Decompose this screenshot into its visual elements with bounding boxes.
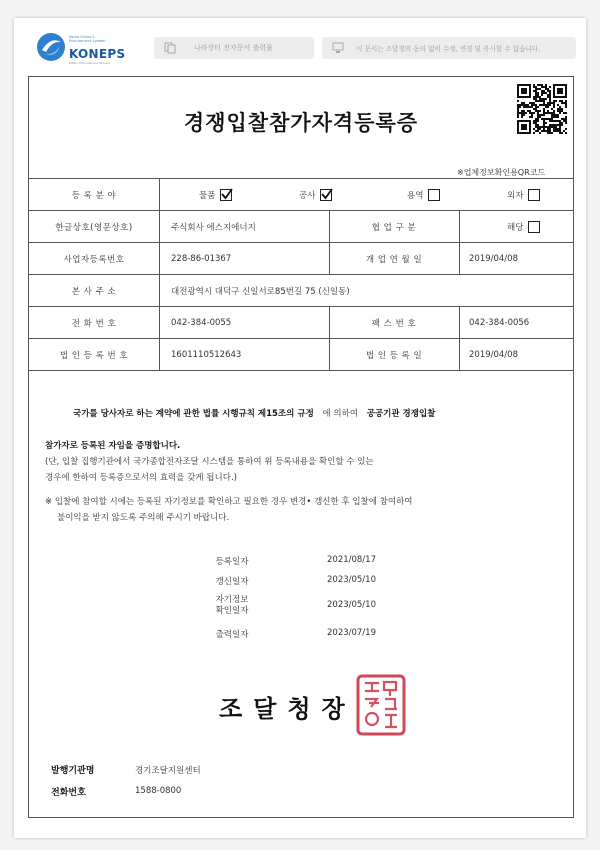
- koneps-emblem-icon: [36, 32, 66, 62]
- value-corp-number: 1601110512643: [171, 350, 242, 360]
- print-notice-bar: [154, 37, 314, 59]
- date-value-renewed: 2023/05/10: [327, 575, 376, 585]
- date-label-renewed: 갱신일자: [215, 577, 249, 587]
- option-foreign: [507, 179, 540, 211]
- header-strip: [14, 18, 586, 74]
- value-address: 대전광역시 대덕구 신일서로85번길 75 (신일동): [171, 287, 350, 297]
- option-cooperation-label: 해당: [507, 223, 524, 233]
- value-business-number: 228-86-01367: [171, 254, 232, 264]
- certify-part-2: 공공기관 경쟁입찰: [366, 409, 436, 419]
- official-seal: [355, 673, 407, 737]
- issuer-label: 발행기관명: [51, 766, 95, 776]
- label-fax: 팩 스 번 호: [371, 319, 417, 329]
- certify-line-2: 참가자로 등록된 자임을 증명합니다.: [45, 441, 181, 451]
- checkmark-icon: [320, 187, 334, 201]
- label-business-number: 사업자등록번호: [63, 255, 125, 265]
- qr-label: ※업체정보확인용QR코드: [457, 168, 546, 177]
- logo-sub: Public Procurement Service: [69, 61, 111, 65]
- date-value-self-check: 2023/05/10: [327, 600, 376, 610]
- print-notice-text: 나라장터 전자문서 출력물: [194, 44, 273, 52]
- date-label-self-check-1: 자기정보: [215, 595, 249, 605]
- date-label-printed: 출력일자: [215, 630, 249, 640]
- issuer-phone-label: 전화번호: [51, 788, 86, 798]
- option-service: [407, 179, 440, 211]
- issuer-value: 경기조달지원센터: [135, 766, 201, 776]
- date-label-registered: 등록일자: [215, 557, 249, 567]
- label-opening-date: 개 업 연 월 일: [365, 255, 423, 265]
- service-checkbox[interactable]: [428, 189, 440, 201]
- option-construction-label: 공사: [299, 191, 316, 201]
- certify-part-1: 국가를 당사자로 하는 계약에 관한 법률 시행규칙 제15조의 규정: [73, 409, 314, 419]
- row-phone: [29, 306, 573, 339]
- certify-connector: 에 의하여: [322, 409, 359, 419]
- logo-small-text: Korea Online E-Procurement System: [69, 35, 106, 43]
- value-corp-date: 2019/04/08: [469, 350, 518, 360]
- row-corp-number: [29, 338, 573, 371]
- monitor-icon: [332, 42, 344, 54]
- construction-checkbox[interactable]: [320, 189, 332, 201]
- value-opening-date: 2019/04/08: [469, 254, 518, 264]
- certify-line-1: [73, 407, 435, 419]
- label-registration-field: 등 록 분 야: [71, 191, 117, 201]
- value-phone: 042-384-0055: [171, 318, 232, 328]
- date-value-printed: 2023/07/19: [327, 628, 376, 638]
- row-business-number: [29, 242, 573, 275]
- option-construction: [299, 179, 332, 211]
- label-address: 본 사 주 소: [71, 287, 117, 297]
- note-line-1: (단, 입찰 집행기관에서 국가종합전자조달 시스템을 통하여 위 등록내용을 확인할 수 있는: [45, 457, 374, 467]
- document-page: [14, 18, 586, 838]
- value-fax: 042-384-0056: [469, 318, 530, 328]
- document-title: 경쟁입찰참가자격등록증: [183, 111, 419, 135]
- date-value-registered: 2021/08/17: [327, 555, 376, 565]
- caution-line-2: 불이익을 받지 않도록 주의해 주시기 바랍니다.: [57, 513, 230, 523]
- label-corp-number: 법 인 등 록 번 호: [59, 351, 129, 361]
- date-label-self-check-2: 확인일자: [215, 606, 249, 616]
- option-foreign-label: 외자: [507, 191, 524, 201]
- qr-code-icon: [517, 84, 567, 134]
- goods-checkbox[interactable]: [220, 189, 232, 201]
- issuer-phone-value: 1588-0800: [135, 786, 182, 796]
- row-company-name: [29, 210, 573, 243]
- row-address: [29, 274, 573, 307]
- row-registration-field: [29, 178, 573, 211]
- note-line-2: 경우에 한하여 등록증으로서의 효력을 갖게 됩니다.): [45, 473, 237, 483]
- option-cooperation: [507, 211, 540, 243]
- warning-notice-text: 이 문서는 조달청의 동의 없이 수정, 변경 및 복사할 수 없습니다.: [356, 45, 541, 53]
- table-bottom-border: [29, 370, 573, 371]
- option-service-label: 용역: [407, 191, 424, 201]
- logo-brand: KONEPS: [69, 47, 126, 61]
- warning-notice-bar: [322, 37, 576, 59]
- option-goods-label: 물품: [199, 191, 216, 201]
- caution-line-1: ※ 입찰에 참여할 시에는 등록된 자기정보를 확인하고 필요한 경우 변경• 갱신한 후 입찰에 참여하여: [45, 497, 413, 507]
- checkmark-icon: [220, 187, 234, 201]
- label-cooperation: 협 업 구 분: [371, 223, 417, 233]
- certificate-frame: [28, 76, 574, 818]
- document-copy-icon: [164, 42, 176, 54]
- option-goods: [199, 179, 232, 211]
- label-company-name: 한글상호(영문상호): [55, 223, 133, 233]
- koneps-logo: [36, 30, 136, 68]
- label-corp-date: 법 인 등 록 일: [365, 351, 423, 361]
- cooperation-checkbox[interactable]: [528, 221, 540, 233]
- label-phone: 전 화 번 호: [71, 319, 117, 329]
- value-company-name: 주식회사 에스지에너지: [171, 223, 256, 233]
- foreign-checkbox[interactable]: [528, 189, 540, 201]
- issuing-agency-name: 조달청장: [219, 695, 356, 723]
